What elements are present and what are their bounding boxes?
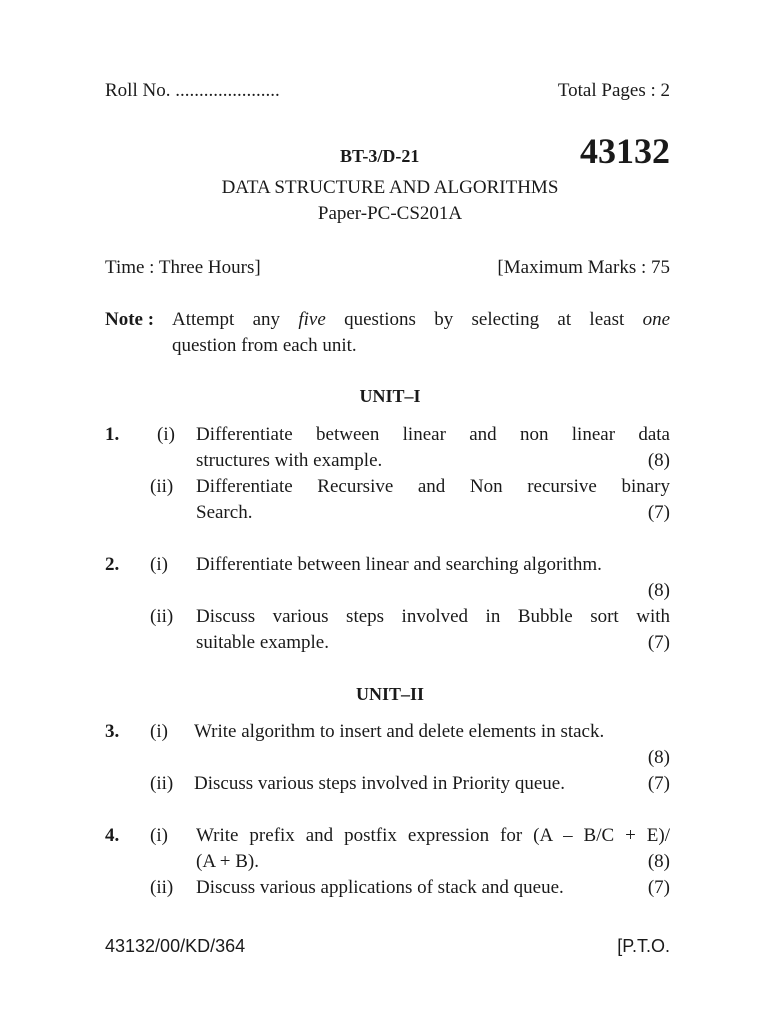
question-4-part-i-text-cont: (A + B). xyxy=(196,851,259,872)
question-2-part-ii-text: Discuss various steps involved in Bubble sort with xyxy=(196,606,670,627)
question-2-part-i-text: Differentiate between linear and searching algorithm. xyxy=(196,554,602,575)
note-text xyxy=(172,309,670,331)
question-1-number: 1. xyxy=(105,424,120,445)
question-1-part-ii-label: (ii) xyxy=(150,476,174,497)
max-marks: [Maximum Marks : 75 xyxy=(497,257,670,278)
roll-no: Roll No. ...................... xyxy=(105,80,280,101)
question-4-part-i-line2 xyxy=(196,851,670,873)
question-2-part-i-marks: (8) xyxy=(647,580,670,601)
footer-code: 43132/00/KD/364 xyxy=(105,936,246,956)
question-1-part-ii-text-cont: Search. xyxy=(196,502,253,523)
question-4-part-ii-marks: (7) xyxy=(647,877,670,898)
question-1-part-ii-text: Differentiate Recursive and Non recursive binary xyxy=(196,476,670,497)
question-4-part-i-text: Write prefix and postfix expression for (A – B/C + E)/ xyxy=(196,825,670,846)
paper-code: Paper-PC-CS201A xyxy=(317,203,463,224)
question-4-part-i-label: (i) xyxy=(150,825,168,846)
question-1-part-ii-line2 xyxy=(196,502,670,524)
question-3-part-i-text: Write algorithm to insert and delete elements in stack. xyxy=(194,721,605,742)
question-2-part-ii-text-cont: suitable example. xyxy=(196,632,329,653)
unit-2-heading: UNIT–II xyxy=(355,684,425,704)
note-text-part: questions by selecting at least xyxy=(325,309,643,330)
question-4-part-ii-text: Discuss various applications of stack and queue. xyxy=(196,877,564,898)
subject-title: DATA STRUCTURE AND ALGORITHMS xyxy=(221,177,559,198)
unit-1-heading: UNIT–I xyxy=(359,386,421,406)
question-1-part-i-label: (i) xyxy=(157,424,175,445)
question-1-part-i-line2 xyxy=(196,450,670,472)
question-3-part-i-label: (i) xyxy=(150,721,168,742)
question-2-part-i-label: (i) xyxy=(150,554,168,575)
question-1-part-i-text: Differentiate between linear and non linear data xyxy=(196,424,670,445)
exam-code: BT-3/D-21 xyxy=(340,146,420,166)
note-label: Note : xyxy=(105,309,155,330)
note-emphasis-one: one xyxy=(642,309,671,330)
question-1-part-ii-marks: (7) xyxy=(647,502,670,523)
question-2-part-ii-marks: (7) xyxy=(647,632,670,653)
question-1-part-i-marks: (8) xyxy=(647,450,670,471)
question-4-part-ii-label: (ii) xyxy=(150,877,174,898)
question-4-part-i-marks: (8) xyxy=(647,851,670,872)
question-1-part-i-text-cont: structures with example. xyxy=(196,450,383,471)
question-2-number: 2. xyxy=(105,554,120,575)
question-3-part-i-marks: (8) xyxy=(647,747,670,768)
question-2-part-ii-line2 xyxy=(196,632,670,654)
note-emphasis-five: five xyxy=(298,309,326,330)
question-3-part-ii-marks: (7) xyxy=(647,773,670,794)
question-4-number: 4. xyxy=(105,825,120,846)
time-allowed: Time : Three Hours] xyxy=(105,257,261,278)
question-3-number: 3. xyxy=(105,721,120,742)
question-3-part-ii-label: (ii) xyxy=(150,773,174,794)
note-line2: question from each unit. xyxy=(172,335,357,356)
question-3-part-ii-text: Discuss various steps involved in Priority queue. xyxy=(194,773,565,794)
note-text-part: Attempt any xyxy=(172,309,299,330)
paper-id: 43132 xyxy=(580,131,670,171)
footer-pto: [P.T.O. xyxy=(617,936,670,956)
question-2-part-ii-label: (ii) xyxy=(150,606,174,627)
total-pages: Total Pages : 2 xyxy=(557,80,670,101)
